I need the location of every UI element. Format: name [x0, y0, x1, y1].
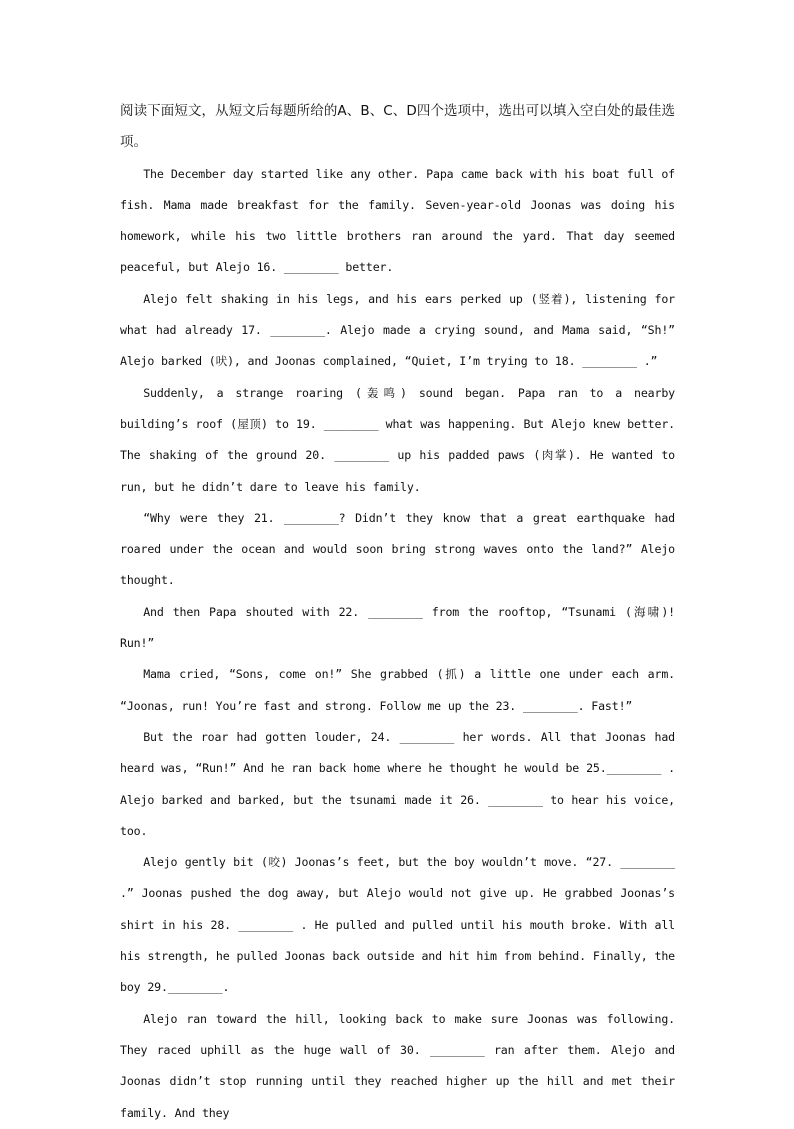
paragraph-2: Alejo felt shaking in his legs, and his ears perked up (竖着), listening for what had already 17. ________. Alejo made a crying sound, and Mama said, “Sh!” Alejo barked (吠), and Joonas complained, “Quiet, I’m trying to 18. ________ .”	[120, 291, 675, 369]
paragraph-1: The December day started like any other. Papa came back with his boat full of fish. Mama made breakfast for the family. Seven-year-old Joonas was doing his homework, while his two little brothers ran around the yard. That day seemed peaceful, but Alejo 16. ________ better.	[120, 166, 675, 275]
paragraph-9: Alejo ran toward the hill, looking back to make sure Joonas was following. They raced uphill as the huge wall of 30. ________ ran after them. Alejo and Joonas didn’t stop running until they reached higher up the hill and met their family. And they	[120, 1011, 675, 1120]
instruction-text: 阅读下面短文，从短文后每题所给的A、B、C、D四个选项中，选出可以填入空白处的最佳选项。	[120, 103, 675, 151]
paragraph-4: “Why were they 21. ________? Didn’t they know that a great earthquake had roared under the ocean and would soon bring strong waves onto the land?” Alejo thought.	[120, 510, 675, 588]
paragraph-8: Alejo gently bit (咬) Joonas’s feet, but the boy wouldn’t move. “27. ________ .” Joonas pushed the dog away, but Alejo would not give up. He grabbed Joonas’s shirt in his 28. ________ . He pulled and pulled until his mouth broke. With all his strength, he pulled Joonas back outside and hit him from behind. Finally, the boy 29.________.	[120, 855, 675, 995]
paragraph-6: Mama cried, “Sons, come on!” She grabbed (抓) a little one under each arm. “Joonas, run! You’re fast and strong. Follow me up the 23. ________. Fast!”	[120, 667, 675, 713]
paragraph-7: But the roar had gotten louder, 24. ________ her words. All that Joonas had heard was, “Run!” And he ran back home where he thought he would be 25.________ . Alejo barked and barked, but the tsunami made it 26. ________ to hear his voice, too.	[120, 729, 675, 838]
document-page	[120, 96, 675, 1129]
paragraph-3: Suddenly, a strange roaring (轰鸣) sound began. Papa ran to a nearby building’s roof (屋顶) to 19. ________ what was happening. But Alejo knew better. The shaking of the ground 20. ________ up his padded paws (肉掌). He wanted to run, but he didn’t dare to leave his family.	[120, 385, 675, 494]
paragraph-5: And then Papa shouted with 22. ________ from the rooftop, “Tsunami (海啸)! Run!”	[120, 604, 675, 651]
